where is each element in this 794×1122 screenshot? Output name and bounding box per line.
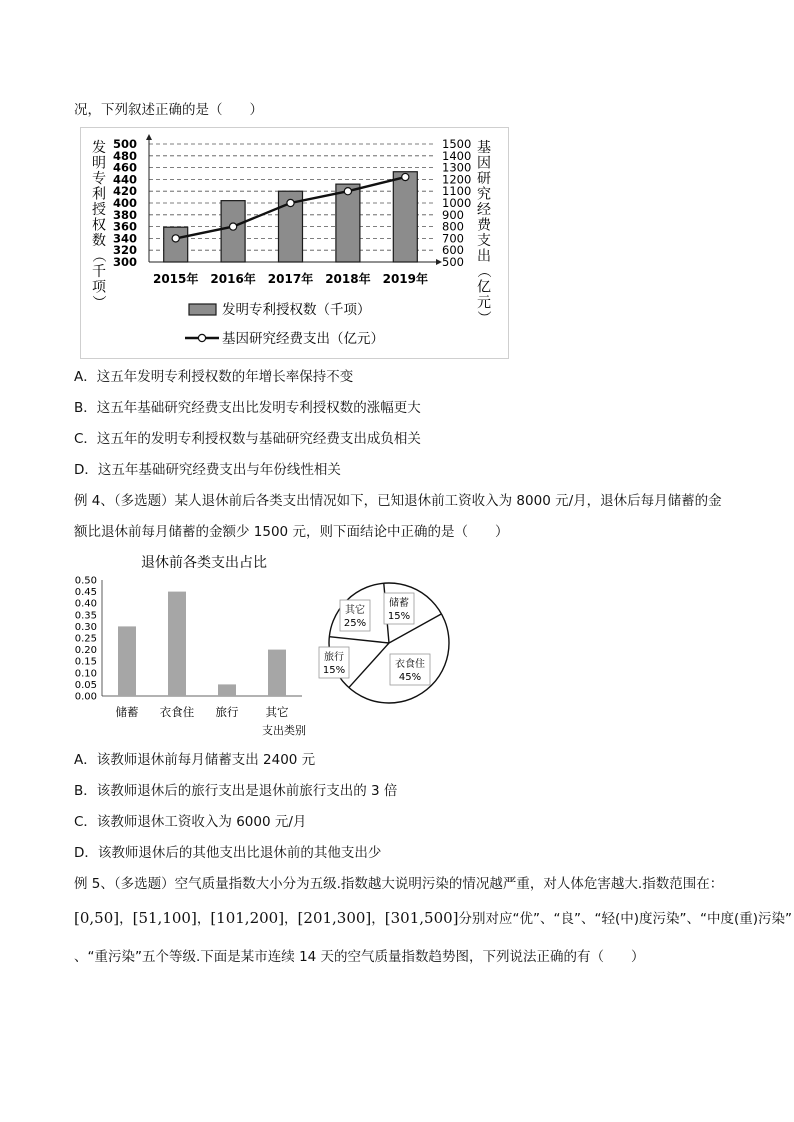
figure-expense-pie (314, 580, 464, 710)
pie-slice-label: 储蓄 (389, 598, 409, 609)
bar-expense (268, 650, 286, 696)
q4-stem-line1: 例 4、（多选题）某人退休前后各类支出情况如下，已知退休前工资收入为 8000 元/月，退休后每月储蓄的金 (74, 493, 722, 509)
x-tick-label: 衣食住 (159, 705, 195, 719)
pie-slice-pct: 45% (398, 672, 422, 683)
left-tick-label: 360 (112, 219, 137, 234)
q5-stem-line1: 例 5、（多选题）空气质量指数大小分为五级.指数越大说明污染的情况越严重，对人体危害越大.指数范围在： (74, 876, 724, 892)
q5-stem-line2 (74, 908, 792, 929)
q5-stem-line3: 、“重污染”五个等级.下面是某市连续 14 天的空气质量指数趋势图，下列说法正确的有（ ） (74, 949, 645, 965)
right-tick-label: 600 (442, 243, 464, 258)
right-axis-title-char: 究 (477, 186, 491, 203)
pie-slice-pct: 15% (387, 611, 411, 622)
right-axis-title-char: 研 (477, 171, 491, 187)
legend-line-marker (198, 334, 205, 341)
q3-option-b: B．这五年基础研究经费支出比发明专利授权数的涨幅更大 (74, 400, 421, 416)
interval-sep: ， (119, 911, 133, 927)
left-axis-title-char: 发 (92, 140, 106, 156)
x-tick-label: 储蓄 (115, 705, 139, 719)
interval-sep: ， (196, 911, 211, 927)
point-funding (230, 223, 237, 230)
left-tick-label: 460 (112, 160, 137, 175)
legend-bar-label: 发明专利授权数（千项） (222, 302, 371, 318)
left-tick-label: 380 (112, 207, 137, 222)
left-tick-label: 400 (112, 196, 137, 210)
y-tick-label: 0.50 (74, 575, 97, 587)
y-tick-label: 0.45 (74, 587, 97, 599)
right-tick-label: 1500 (442, 137, 472, 151)
right-tick-label: 800 (442, 219, 464, 234)
q4-option-d: D．该教师退休后的其他支出比退休前的其他支出少 (74, 845, 382, 861)
legend-bar-swatch (189, 304, 216, 315)
y-tick-label: 0.25 (74, 633, 97, 645)
x-axis-title: 支出类别 (262, 724, 306, 737)
left-axis-title-char: 利 (92, 186, 106, 203)
x-tick-label: 其它 (265, 705, 289, 719)
q4-stem-line2: 额比退休前每月储蓄的金额少 1500 元，则下面结论中正确的是（ ） (74, 524, 509, 540)
interval-light: [101,200] (210, 909, 285, 927)
right-axis-title-char: （ (475, 264, 491, 278)
figure-expense-bar (74, 550, 314, 740)
interval-excellent: [0,50] (74, 909, 120, 927)
q3-option-c: C．这五年的发明专利授权数与基础研究经费支出成负相关 (74, 431, 421, 447)
patent-chart (81, 128, 508, 358)
y-tick-label: 0.40 (74, 598, 97, 610)
pie-slice-pct: 15% (322, 665, 346, 676)
interval-sep: ， (371, 911, 385, 927)
left-tick-label: 320 (112, 243, 137, 258)
legend-line-label: 基因研究经费支出（亿元） (222, 331, 384, 347)
x-tick-label: 2015年 (152, 272, 199, 286)
pie-slice-label: 旅行 (324, 652, 344, 663)
right-tick-label: 1100 (442, 184, 472, 199)
y-tick-label: 0.30 (74, 621, 97, 633)
y-tick-label: 0.05 (74, 679, 97, 691)
bar-patents (164, 227, 188, 262)
left-tick-label: 500 (112, 137, 137, 151)
x-tick-label: 2017年 (267, 272, 314, 286)
left-tick-label: 420 (112, 184, 137, 199)
left-tick-label: 300 (112, 255, 137, 269)
x-tick-label: 2019年 (382, 272, 429, 286)
right-axis-title-char: 出 (477, 248, 491, 265)
left-axis-title-char: （ (90, 248, 106, 263)
chart-title: 退休前各类支出占比 (141, 555, 267, 571)
right-axis-title-char: 元 (477, 295, 491, 311)
y-tick-label: 0.10 (74, 668, 97, 680)
left-axis-title-char: 权 (92, 217, 106, 234)
y-tick-label: 0.20 (74, 645, 97, 657)
right-tick-label: 500 (442, 255, 464, 269)
figure-patent-chart (80, 127, 509, 359)
interval-sep: ， (284, 911, 298, 927)
left-axis-title-char: 授 (92, 202, 106, 218)
bar-expense (168, 592, 186, 696)
q4-option-b: B．该教师退休后的旅行支出是退休前旅行支出的 3 倍 (74, 783, 398, 799)
right-axis-title-char: 费 (477, 217, 491, 234)
right-tick-label: 1200 (442, 172, 472, 187)
q5-stem-line2-tail: 分别对应“优”、“良”、“轻(中)度污染”、“中度(重)污染” (458, 911, 793, 927)
q3-option-a: A．这五年发明专利授权数的年增长率保持不变 (74, 369, 354, 385)
pie-slice-label: 其它 (345, 605, 365, 616)
x-tick-label: 2016年 (210, 272, 256, 286)
bar-expense (218, 684, 236, 696)
point-funding (344, 188, 351, 195)
interval-heavy: [301,500] (384, 909, 459, 927)
right-tick-label: 700 (442, 231, 464, 246)
y-tick-label: 0.35 (74, 610, 97, 622)
left-tick-label: 480 (112, 148, 137, 163)
bar-expense (118, 626, 136, 696)
pie-slice-label: 衣食住 (395, 659, 425, 670)
bar-patents (336, 184, 360, 262)
y-axis-arrow-icon (146, 134, 152, 140)
left-axis-title-char: 专 (92, 171, 106, 187)
bar-patents (221, 201, 245, 262)
left-tick-label: 340 (112, 231, 137, 246)
right-tick-label: 1300 (442, 160, 472, 175)
left-axis-title-char: ） (90, 295, 106, 309)
right-axis-title-char: ） (475, 310, 491, 325)
y-tick-label: 0.00 (74, 691, 97, 703)
x-tick-label: 旅行 (215, 705, 239, 719)
left-tick-label: 440 (112, 172, 137, 187)
right-axis-title-char: 亿 (477, 279, 491, 296)
q4-option-a: A．该教师退休前每月储蓄支出 2400 元 (74, 752, 316, 768)
right-tick-label: 900 (442, 207, 464, 222)
expense-bar-chart (74, 550, 314, 740)
left-axis-title-char: 项 (92, 279, 106, 296)
right-axis-title-char: 支 (477, 233, 491, 249)
right-axis-title-char: 因 (477, 155, 491, 172)
left-axis-title-char: 千 (92, 264, 106, 280)
point-funding (287, 199, 294, 206)
left-axis-title-char: 数 (92, 233, 106, 249)
point-funding (172, 235, 179, 242)
q4-option-c: C．该教师退休工资收入为 6000 元/月 (74, 814, 307, 830)
q3-stem-tail: 况，下列叙述正确的是（ ） (74, 102, 263, 118)
right-tick-label: 1000 (442, 196, 472, 210)
pie-slice-pct: 25% (343, 618, 367, 629)
interval-moderate: [201,300] (297, 909, 372, 927)
q3-option-d: D．这五年基础研究经费支出与年份线性相关 (74, 462, 341, 478)
right-tick-label: 1400 (442, 148, 472, 163)
x-tick-label: 2018年 (325, 272, 371, 286)
bar-patents (393, 172, 417, 262)
right-axis-title-char: 基 (477, 140, 491, 156)
expense-pie-chart (314, 580, 464, 710)
point-funding (402, 173, 409, 180)
left-axis-title-char: 明 (92, 155, 106, 172)
right-axis-title-char: 经 (477, 202, 491, 218)
interval-good: [51,100] (132, 909, 197, 927)
y-tick-label: 0.15 (74, 656, 97, 668)
